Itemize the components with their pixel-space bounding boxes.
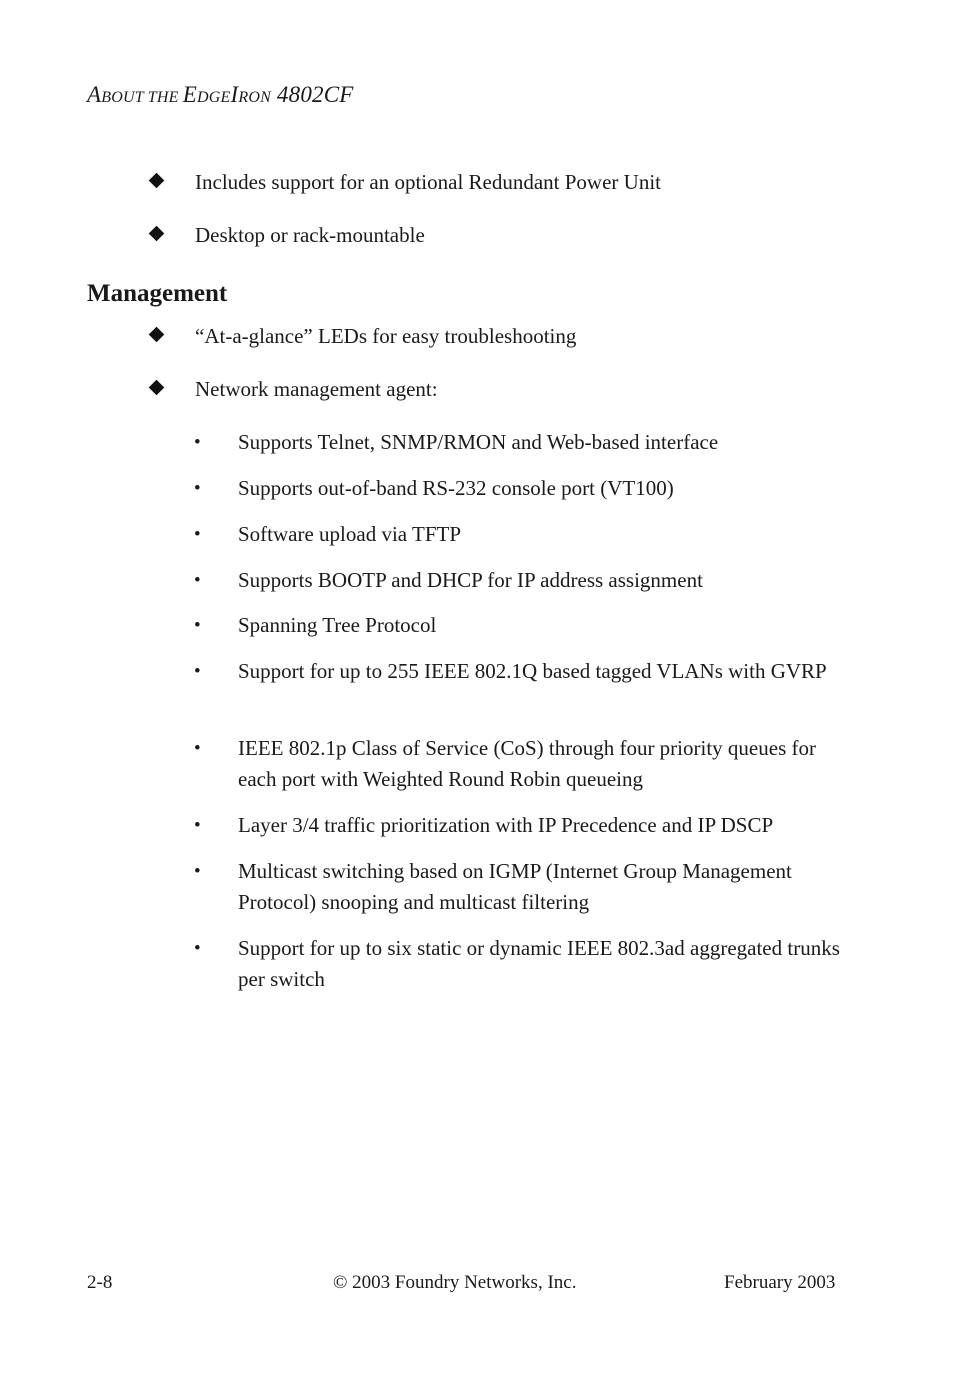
bullet-dot-icon: • [194,570,201,591]
running-head-part: DGE [197,89,231,106]
bullet-dot-icon: • [194,938,201,959]
bullet-dot-icon: • [194,815,201,836]
sub-list-item-text: Spanning Tree Protocol [238,613,437,637]
footer-copyright: © 2003 Foundry Networks, Inc. [333,1272,577,1293]
footer-date: February 2003 [724,1272,836,1293]
diamond-bullet-icon [149,380,165,396]
sub-list-item-text: Supports Telnet, SNMP/RMON and Web-based interface [238,430,719,454]
diamond-bullet-icon [149,327,165,343]
sub-list-item-text: Layer 3/4 traffic prioritization with IP Precedence and IP DSCP [238,813,774,837]
sub-list-item-text: Support for up to six static or dynamic IEEE 802.3ad aggregated trunks per switch [238,936,840,991]
page-number: 2-8 [87,1272,113,1293]
diamond-bullet-icon [149,226,165,242]
running-head-part: A [87,82,102,107]
bullet-dot-icon: • [194,861,201,882]
bullet-dot-icon: • [194,432,201,453]
bullet-dot-icon: • [194,524,201,545]
list-item-text: Network management agent: [195,377,438,401]
running-head-part: I [230,82,239,107]
list-item-text: “At-a-glance” LEDs for easy troubleshooting [195,324,577,348]
running-head [87,82,354,108]
sub-list-item-text: Software upload via TFTP [238,522,462,546]
sub-list-item-text: Multicast switching based on IGMP (Internet Group Management Protocol) snooping and multicast filtering [238,859,792,914]
running-head-part: BOUT THE [101,89,183,106]
running-head-part: E [182,82,198,107]
running-head-part: RON [238,89,271,106]
sub-list-item-text: Supports BOOTP and DHCP for IP address assignment [238,568,703,592]
bullet-dot-icon: • [194,615,201,636]
bullet-dot-icon: • [194,661,201,682]
diamond-bullet-icon [149,173,165,189]
sub-list-item-text: Supports out-of-band RS-232 console port (VT100) [238,476,674,500]
list-item-text: Includes support for an optional Redundant Power Unit [195,170,661,194]
sub-list-item-text: Support for up to 255 IEEE 802.1Q based tagged VLANs with GVRP [238,659,827,683]
sub-list-item-text: IEEE 802.1p Class of Service (CoS) through four priority queues for each port with Weighted Round Robin queueing [238,736,816,791]
running-head-part: 4802CF [270,82,354,107]
bullet-dot-icon: • [194,738,201,759]
section-heading: Management [87,280,228,307]
list-item-text: Desktop or rack-mountable [195,223,425,247]
bullet-dot-icon: • [194,478,201,499]
